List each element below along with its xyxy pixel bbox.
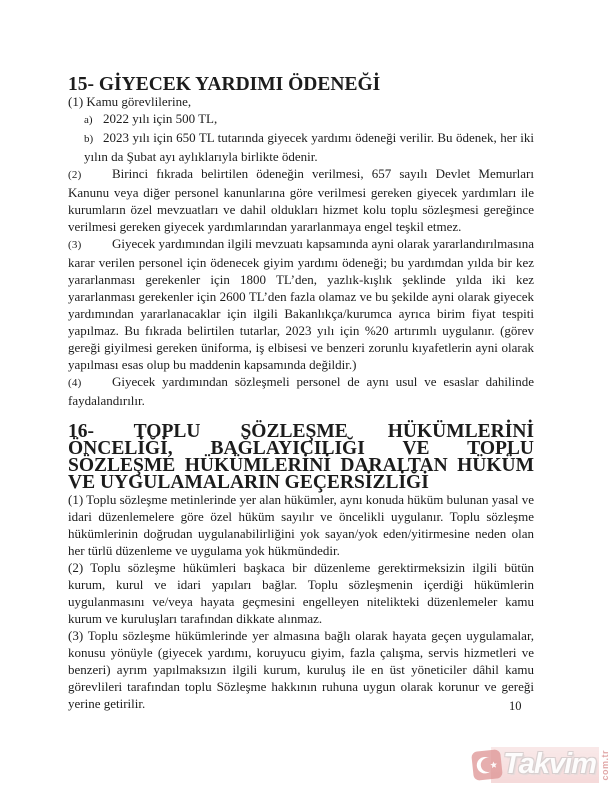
takvim-wordmark: Takvim	[491, 747, 599, 783]
section-16-paragraph-3: (3) Toplu sözleşme hükümlerinde yer almasına bağlı olarak hayata geçen uygulamalar, konusu yönüyle (giyecek yardımı, koruyucu giyim, fazla çalışma, servis hizmetleri ve benzeri) ayrım yapılmaksızın ilgili kurum, kuruluş ile en üst yöneticiler dâhil kamu görevlileri tarafından toplu Sözleşme hakkının ruhuna uygun olarak korunur ve gereği yerine getirilir.	[68, 628, 534, 711]
paragraph-2-marker: (2)	[68, 169, 82, 181]
takvim-domain-text: com.tr	[600, 749, 610, 781]
list-item-a	[84, 110, 534, 129]
section-15-heading: 15- GİYECEK YARDIMI ÖDENEĞİ	[68, 74, 381, 95]
document-body	[68, 76, 534, 712]
takvim-crescent-star-icon	[471, 749, 504, 782]
list-item-b-text: 2023 yılı için 650 TL tutarında giyecek yardımı ödeneği verilir. Bu ödenek, her iki yılın da Şubat ayı aylıklarıyla birlikte ödenir.	[84, 130, 534, 164]
paragraph-4-text: Giyecek yardımından sözleşmeli personel de aynı usul ve esaslar dahilinde faydalandırılır.	[68, 374, 534, 408]
list-marker-a: a)	[84, 114, 93, 126]
section-16-heading: 16- TOPLU SÖZLEŞME HÜKÜMLERİNİ ÖNCELİĞİ, BAĞLAYICILIĞI VE TOPLU SÖZLEŞME HÜKÜMLERİNİ DARALTAN HÜKÜM VE UYGULAMALARIN GEÇERSİZLİĞİ	[68, 421, 534, 493]
paragraph-2-text: Birinci fıkrada belirtilen ödeneğin verilmesi, 657 sayılı Devlet Memurları Kanunu veya diğer personel kanunlarına göre verilmesi gereken giyecek yardımları ile kurumların özel mevzuatları ve dahil oldukları hizmet kolu toplu sözleşmesi gereğince verilmesi gereken giyecek yardımlarından yararlanmaya engel teşkil etmez.	[68, 166, 534, 234]
paragraph-4-marker: (4)	[68, 377, 82, 389]
section-15-paragraph-3	[68, 235, 534, 373]
paragraph-3-text: Giyecek yardımından ilgili mevzuatı kapsamında ayni olarak yararlandırılmasına karar verilen personel için ödenecek giyim yardımı ödeneği; bu yardımdan yılda bir kez yararlanması gerekenler için 1800 TL’den, yazlık-kışlık şeklinde yılda iki kez yararlanması gerekenler için 2600 TL’den fazla olamaz ve bu şekilde ayni olarak giyecek yardımından yararlanacaklar için ilgili Bakanlıkça/kurumca ayrıca birim fiyat tespiti yapılmaz. Bu fıkrada belirtilen tutarlar, 2023 yılı için %20 artırımlı uygulanır. (görev gereği giyilmesi gereken üniforma, iş elbisesi ve benzeri zorunlu kıyafetlerin ayni olarak yapılması esas olup bu maddenin kapsamında değildir.)	[68, 236, 534, 372]
page-number: 10	[509, 699, 522, 713]
list-item-b	[84, 129, 534, 165]
section-15-paragraph-2	[68, 165, 534, 235]
section-16-paragraph-1: (1) Toplu sözleşme metinlerinde yer alan hükümler, aynı konuda hüküm bulunan yasal ve idari düzenlemelere göre özel hüküm sayılır ve öncelikli uygulanır. Toplu sözleşme hükümlerinin doğrudan uygulanabilirliğini yok sayan/yok eden/yitirmesine neden olan her türlü düzenleme ve uygulama yok hükmündedir.	[68, 492, 534, 558]
list-marker-b: b)	[84, 133, 94, 145]
section-15-paragraph-1: (1) Kamu görevlilerine,	[68, 94, 192, 109]
section-16-paragraph-2: (2) Toplu sözleşme hükümleri başkaca bir düzenleme gerektirmeksizin ilgili bütün kurum, kurul ve idari yapıları bağlar. Toplu sözleşmenin içerdiği hükümlerin uygulanmasını ve/veya hayata geçmesini engelleyen nitelikteki düzenlemeler kamu kurum ve kuruluşları tarafından dikkate alınmaz.	[68, 560, 534, 626]
section-15-paragraph-4	[68, 373, 534, 409]
paragraph-3-marker: (3)	[68, 239, 82, 251]
list-item-a-text: 2022 yılı için 500 TL,	[103, 111, 218, 126]
takvim-watermark	[472, 747, 610, 783]
